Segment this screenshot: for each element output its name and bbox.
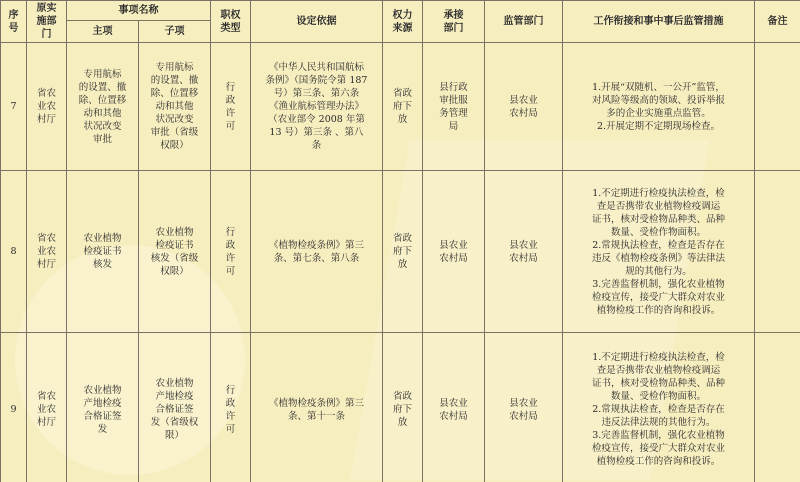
cell-power-type: 行 政 许 可 <box>211 43 251 171</box>
table-row <box>1 43 800 171</box>
header-power-source: 权力 来源 <box>383 1 423 43</box>
cell-basis: 《植物检疫条例》第三 条、第七条、第八条 <box>251 171 383 333</box>
cell-basis: 《中华人民共和国航标 条例》（国务院令第 187 号）第三条、第六条 《渔业航标管理办法》 （农业部令 2008 年第 13 号）第三条 、第八 条 <box>251 43 383 171</box>
header-item-name: 事项名称 <box>67 1 211 21</box>
cell-seq: 8 <box>1 171 27 333</box>
cell-original-dept: 省农 业农 村厅 <box>27 171 67 333</box>
cell-main-item: 专用航标 的设置、撤 除、位置移 动和其他 状况改变 审批 <box>67 43 139 171</box>
cell-sub-item: 农业植物 产地检疫 合格证签 发（省级权 限） <box>139 333 211 482</box>
table-row <box>1 333 800 482</box>
header-sub-item: 子项 <box>139 20 211 42</box>
cell-seq: 9 <box>1 333 27 482</box>
table-row <box>1 171 800 333</box>
header-receiving-dept: 承接 部门 <box>423 1 485 43</box>
cell-remarks <box>755 171 800 333</box>
cell-receiving-dept: 县农业 农村局 <box>423 171 485 333</box>
cell-supervising-dept: 县农业 农村局 <box>485 171 563 333</box>
cell-measures: 1.不定期进行检疫执法检查，检 查是否携带农业植物检疫调运 证书，核对受检物品种类、品种 数量、受检作物面积。 2.常规执法检查，检查是否存在 违反法律法规的其他行为。 3.完善监督机制，强化农业植物 检疫宣传，接受广大群众对农业 植物检疫工作的咨询和投诉。 <box>563 333 755 482</box>
cell-remarks <box>755 43 800 171</box>
cell-original-dept: 省农 业农 村厅 <box>27 333 67 482</box>
cell-power-type: 行 政 许 可 <box>211 171 251 333</box>
cell-receiving-dept: 县行政 审批服 务管理 局 <box>423 43 485 171</box>
header-original-dept: 原实 施部 门 <box>27 1 67 43</box>
header-measures: 工作衔接和事中事后监管措施 <box>563 1 755 43</box>
cell-original-dept: 省农 业农 村厅 <box>27 43 67 171</box>
cell-main-item: 农业植物 检疫证书 核发 <box>67 171 139 333</box>
header-main-item: 主项 <box>67 20 139 42</box>
cell-measures: 1.不定期进行检疫执法检查，检 查是否携带农业植物检疫调运 证书，核对受检物品种类、品种 数量、受检作物面积。 2.常规执法检查，检查是否存在 违反《植物检疫条例》等法律法 规的其他行为。 3.完善监督机制，强化农业植物 检疫宣传，接受广大群众对农业 植物检疫工作的咨询和投诉。 <box>563 171 755 333</box>
cell-sub-item: 专用航标 的设置、撤 除、位置移 动和其他 状况改变 审批（省级 权限） <box>139 43 211 171</box>
cell-basis: 《植物检疫条例》第三 条、第十一条 <box>251 333 383 482</box>
cell-sub-item: 农业植物 检疫证书 核发（省级 权限） <box>139 171 211 333</box>
cell-power-source: 省政 府下 放 <box>383 43 423 171</box>
cell-supervising-dept: 县农业 农村局 <box>485 333 563 482</box>
header-power-type: 职权 类型 <box>211 1 251 43</box>
header-seq: 序 号 <box>1 1 27 43</box>
cell-main-item: 农业植物 产地检疫 合格证签 发 <box>67 333 139 482</box>
cell-power-type: 行 政 许 可 <box>211 333 251 482</box>
cell-measures: 1.开展“双随机、一公开”监管， 对风险等级高的领域、投诉举报 多的企业实施重点监管。 2.开展定期不定期现场检查。 <box>563 43 755 171</box>
cell-remarks <box>755 333 800 482</box>
cell-receiving-dept: 县农业 农村局 <box>423 333 485 482</box>
cell-seq: 7 <box>1 43 27 171</box>
header-supervising-dept: 监管部门 <box>485 1 563 43</box>
cell-power-source: 省政 府下 放 <box>383 333 423 482</box>
cell-power-source: 省政 府下 放 <box>383 171 423 333</box>
cell-supervising-dept: 县农业 农村局 <box>485 43 563 171</box>
header-basis: 设定依据 <box>251 1 383 43</box>
header-remarks: 备注 <box>755 1 800 43</box>
